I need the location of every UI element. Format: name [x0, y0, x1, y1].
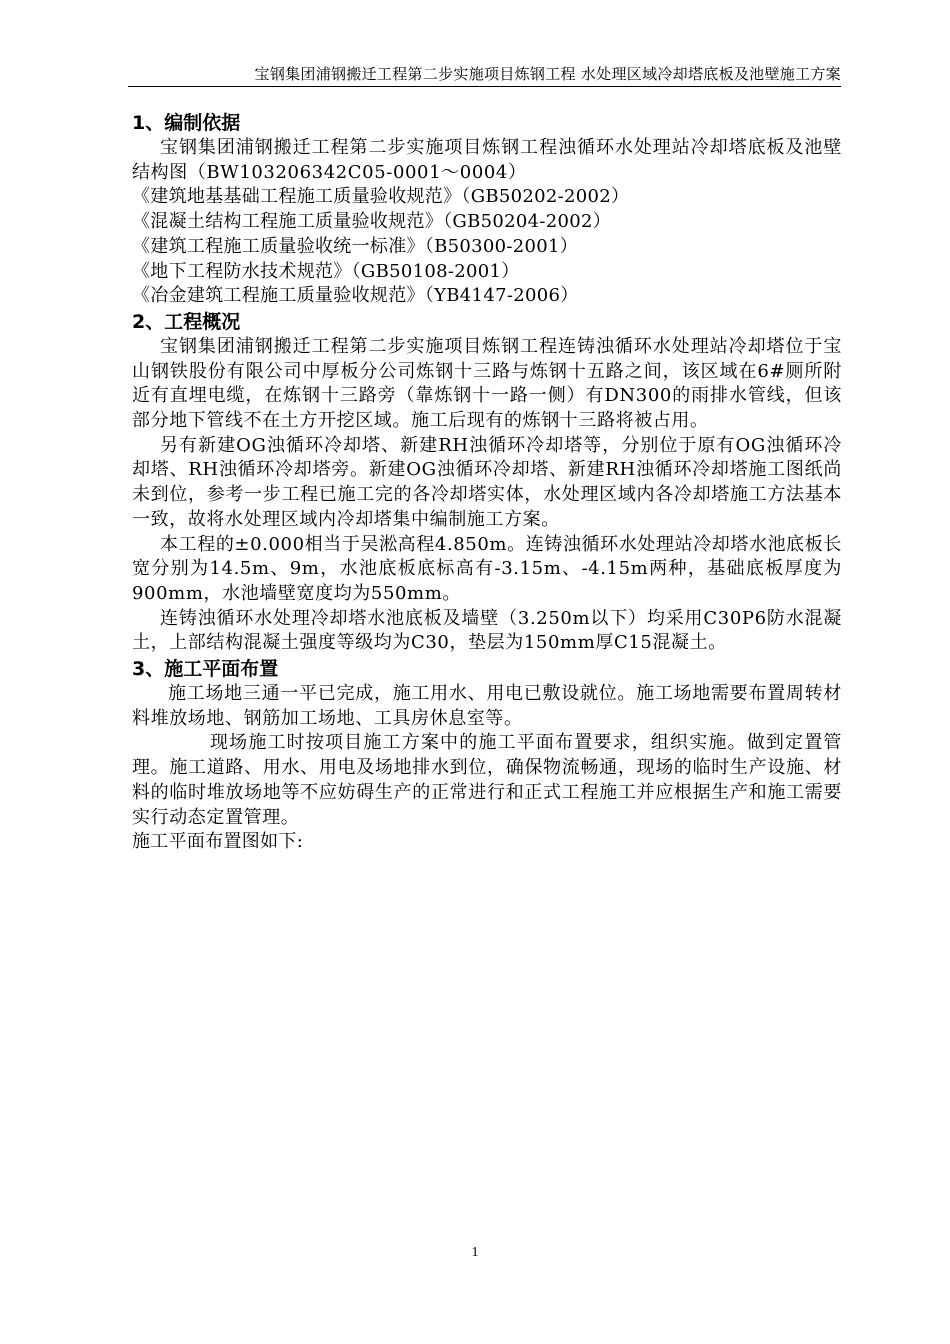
document-body: [132, 110, 842, 855]
page-number: 1: [471, 1245, 479, 1260]
standard-item: 《地下工程防水技术规范》（GB50108-2001）: [132, 260, 520, 282]
standard-item: 《建筑地基基础工程施工质量验收规范》（GB50202-2002）: [132, 186, 630, 208]
basis-intro-paragraph: 宝钢集团浦钢搬迁工程第二步实施项目炼钢工程浊循环水处理站冷却塔底板及池壁结构图（BW103206342C05-0001～0004）: [132, 137, 842, 183]
standard-item: 《混凝土结构工程施工质量验收规范》（GB50204-2002）: [132, 211, 612, 233]
standard-item: 《冶金建筑工程施工质量验收规范》（YB4147-2006）: [132, 285, 579, 307]
overview-paragraph: 另有新建OG浊循环冷却塔、新建RH浊循环冷却塔等，分别位于原有OG浊循环冷却塔、RH浊循环冷却塔旁。新建OG浊循环冷却塔、新建RH浊循环冷却塔施工图纸尚未到位，参考一步工程已施工完的各冷却塔实体，水处理区域内各冷却塔施工方法基本一致，故将水处理区域内冷却塔集中编制施工方案。: [132, 434, 842, 530]
layout-paragraph: 施工场地三通一平已完成，施工用水、用电已敷设就位。施工场地需要布置周转材料堆放场地、钢筋加工场地、工具房休息室等。: [132, 683, 842, 729]
standard-item: 《建筑工程施工质量验收统一标准》（B50300-2001）: [132, 235, 579, 257]
overview-paragraph: 宝钢集团浦钢搬迁工程第二步实施项目炼钢工程连铸浊循环水处理站冷却塔位于宝山钢铁股份有限公司中厚板分公司炼钢十三路与炼钢十五路之间，该区域在6#厕所附近有直埋电缆，在炼钢十三路旁（靠炼钢十一路一侧）有DN300的雨排水管线，但该部分地下管线不在土方开挖区域。施工后现有的炼钢十三路将被占用。: [132, 335, 842, 432]
section-heading-basis: 1、编制依据: [132, 112, 241, 134]
layout-caption: 施工平面布置图如下:: [132, 831, 304, 853]
overview-paragraph: 本工程的±0.000相当于吴淞高程4.850m。连铸浊循环水处理站冷却塔水池底板长宽分别为14.5m、9m，水池底板底标高有-3.15m、-4.15m两种，基础底板厚度为900mm，水池墙壁宽度均为550mm。: [132, 533, 842, 604]
overview-paragraph: 连铸浊循环水处理冷却塔水池底板及墙壁（3.250m以下）均采用C30P6防水混凝土，上部结构混凝土强度等级均为C30，垫层为150mm厚C15混凝土。: [132, 607, 842, 654]
section-heading-overview: 2、工程概况: [132, 310, 241, 333]
layout-paragraph: 现场施工时按项目施工方案中的施工平面布置要求，组织实施。做到定置管理。施工道路、用水、用电及场地排水到位，确保物流畅通，现场的临时生产设施、材料的临时堆放场地等不应妨碍生产的正常进行和正式工程施工并应根据生产和施工需要实行动态定置管理。: [132, 732, 842, 828]
section-heading-layout: 3、施工平面布置: [132, 658, 279, 681]
page-header: 宝钢集团浦钢搬迁工程第二步实施项目炼钢工程 水处理区域冷却塔底板及池壁施工方案: [128, 64, 841, 87]
